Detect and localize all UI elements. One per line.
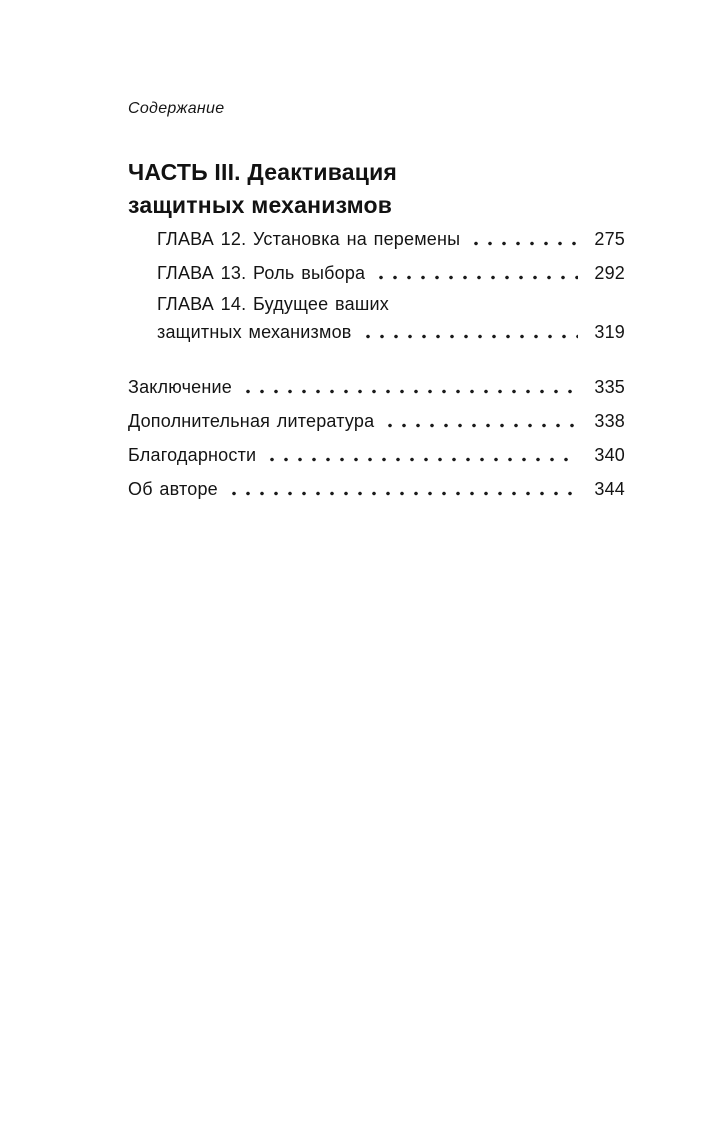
toc-entry-page: 275 bbox=[594, 229, 625, 249]
toc-entry-label: Об авторе bbox=[128, 479, 218, 499]
dot-leader bbox=[374, 256, 578, 290]
dot-leader bbox=[265, 438, 578, 472]
toc-entry-page: 338 bbox=[594, 411, 625, 431]
toc-entry-page: 344 bbox=[594, 479, 625, 499]
toc-row-chapter-14-line1 bbox=[128, 290, 625, 318]
toc-row-conclusion bbox=[128, 370, 625, 404]
dot-leader bbox=[227, 472, 578, 506]
toc-entry-page: 292 bbox=[594, 263, 625, 283]
part-title bbox=[128, 156, 625, 222]
toc-row-chapter-12 bbox=[128, 222, 625, 256]
dot-leader bbox=[469, 222, 578, 256]
toc-content bbox=[128, 0, 625, 506]
back-matter-list bbox=[128, 370, 625, 506]
chapter-list bbox=[128, 222, 625, 346]
toc-row-acknowledgements bbox=[128, 438, 625, 472]
dot-leader bbox=[361, 318, 578, 346]
part-title-line2: защитных механизмов bbox=[128, 192, 393, 218]
part-title-line1: ЧАСТЬ III. Деактивация bbox=[128, 159, 398, 185]
toc-entry-label: защитных механизмов bbox=[157, 322, 352, 342]
toc-entry-label: ГЛАВА 14. Будущее ваших bbox=[157, 294, 389, 314]
toc-entry-label: ГЛАВА 13. Роль выбора bbox=[157, 263, 366, 283]
toc-row-chapter-13 bbox=[128, 256, 625, 290]
toc-row-chapter-14-line2 bbox=[128, 318, 625, 346]
toc-entry-label: Заключение bbox=[128, 377, 232, 397]
toc-entry-label: Дополнительная литература bbox=[128, 411, 375, 431]
toc-entry-page: 335 bbox=[594, 377, 625, 397]
toc-row-further-reading bbox=[128, 404, 625, 438]
toc-entry-page: 319 bbox=[594, 322, 625, 342]
toc-entry-page: 340 bbox=[594, 445, 625, 465]
toc-row-about-author bbox=[128, 472, 625, 506]
toc-entry-label: Благодарности bbox=[128, 445, 257, 465]
dot-leader bbox=[383, 404, 578, 438]
toc-entry-label: ГЛАВА 12. Установка на перемены bbox=[157, 229, 461, 249]
running-header: Содержание bbox=[128, 100, 225, 117]
dot-leader bbox=[241, 370, 578, 404]
